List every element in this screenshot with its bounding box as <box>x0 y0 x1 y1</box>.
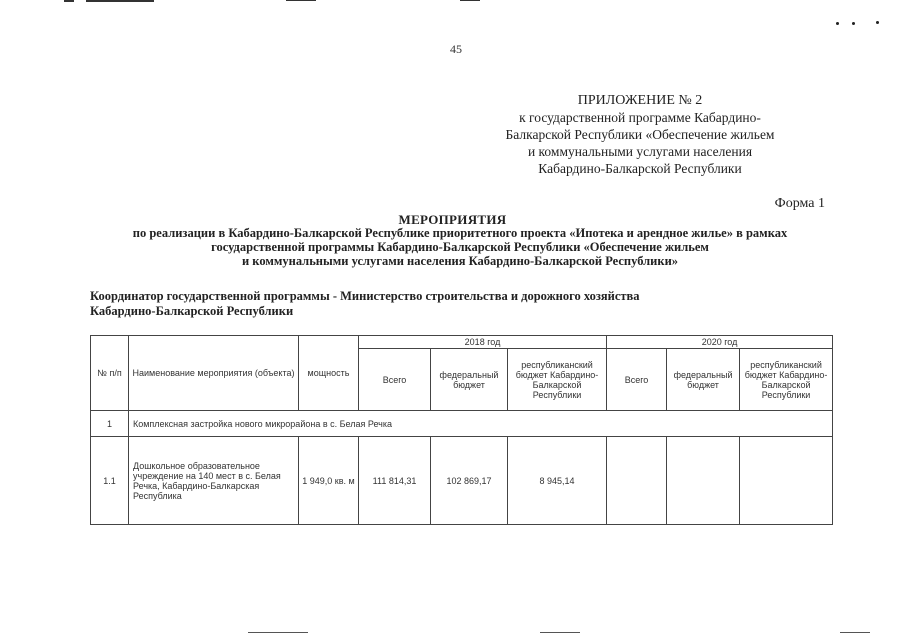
row-2020-federal <box>667 437 740 525</box>
scan-dot <box>852 22 855 25</box>
row-name: Дошкольное образовательное учреждение на 140 мест в с. Белая Речка, Кабардино-Балкарская Республика <box>129 437 299 525</box>
scan-artifact <box>86 0 154 2</box>
header-total: Всего <box>607 349 667 411</box>
row-2018-federal: 102 869,17 <box>431 437 508 525</box>
coordinator-line: Кабардино-Балкарской Республики <box>90 304 294 318</box>
row-capacity: 1 949,0 кв. м <box>299 437 359 525</box>
document-subtitle <box>100 226 820 268</box>
document-title: МЕРОПРИЯТИЯ <box>398 212 507 227</box>
row-2018-republic: 8 945,14 <box>508 437 607 525</box>
appendix-title: ПРИЛОЖЕНИЕ № 2 <box>577 93 703 108</box>
header-capacity: мощность <box>299 336 359 411</box>
scan-dot <box>836 22 839 25</box>
appendix-line: к государственной программе Кабардино- <box>519 110 761 125</box>
page-number: 45 <box>450 42 462 56</box>
header-year-2018: 2018 год <box>359 336 607 349</box>
row-2020-republic <box>740 437 833 525</box>
row-num: 1.1 <box>91 437 129 525</box>
section-num: 1 <box>91 411 129 437</box>
scan-line <box>840 632 870 633</box>
measures-table <box>90 335 833 525</box>
appendix-line: Кабардино-Балкарской Республики <box>538 161 742 176</box>
appendix-line: и коммунальными услугами населения <box>527 144 753 159</box>
section-name: Комплексная застройка нового микрорайона в с. Белая Речка <box>129 411 833 437</box>
appendix-line: Балкарской Республики «Обеспечение жильем <box>505 127 775 142</box>
scan-dot <box>876 21 879 24</box>
scan-line <box>248 632 308 633</box>
header-federal: федеральный бюджет <box>431 349 508 411</box>
header-num: № п/п <box>91 336 129 411</box>
table-row <box>91 437 833 525</box>
coordinator-text <box>90 289 640 319</box>
scan-artifact <box>64 0 74 2</box>
row-2018-total: 111 814,31 <box>359 437 431 525</box>
subtitle-line: и коммунальными услугами населения Кабардино-Балкарской Республики» <box>241 254 679 268</box>
form-label: Форма 1 <box>774 196 825 211</box>
subtitle-line: государственной программы Кабардино-Балкарской Республики «Обеспечение жильем <box>211 240 709 254</box>
scan-line <box>540 632 580 633</box>
header-year-2020: 2020 год <box>607 336 833 349</box>
appendix-block <box>480 92 800 177</box>
header-republic: республиканский бюджет Кабардино-Балкарской Республики <box>508 349 607 411</box>
header-name: Наименование мероприятия (объекта) <box>129 336 299 411</box>
row-2020-total <box>607 437 667 525</box>
coordinator-line: Координатор государственной программы - Министерство строительства и дорожного хозяйства <box>90 289 640 303</box>
header-total: Всего <box>359 349 431 411</box>
header-federal: федеральный бюджет <box>667 349 740 411</box>
subtitle-line: по реализации в Кабардино-Балкарской Республике приоритетного проекта «Ипотека и арендное жилье» в рамках <box>132 226 788 240</box>
scan-artifact <box>460 0 480 1</box>
header-republic: республиканский бюджет Кабардино-Балкарской Республики <box>740 349 833 411</box>
scan-artifact <box>286 0 316 1</box>
section-row <box>91 411 833 437</box>
